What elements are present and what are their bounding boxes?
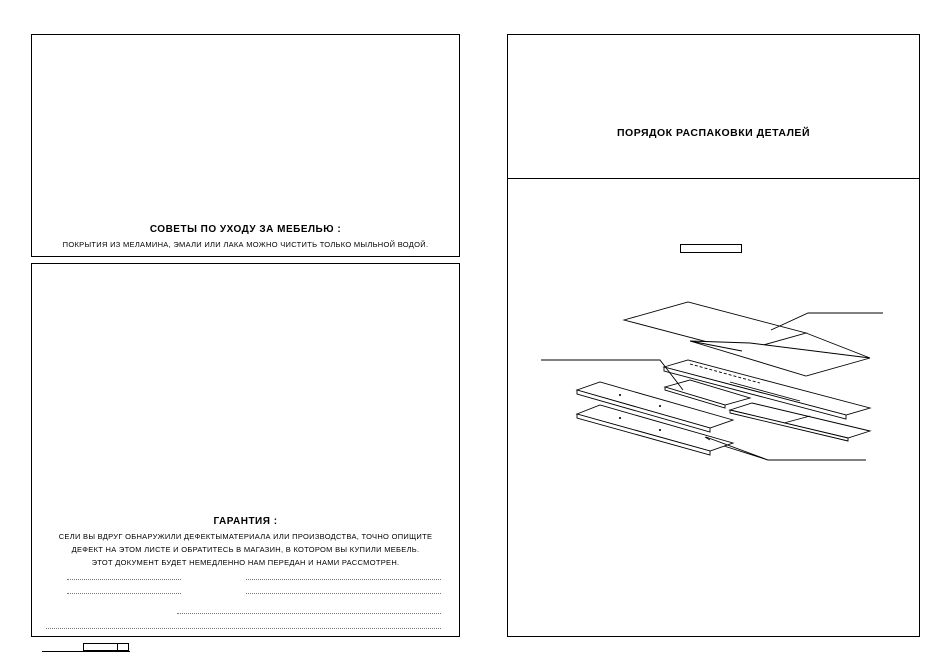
warranty-title: ГАРАНТИЯ : (213, 516, 278, 527)
care-text: ПОКРЫТИЯ ИЗ МЕЛАМИНА, ЭМАЛИ ИЛИ ЛАКА МОЖНО ЧИСТИТЬ ТОЛЬКО МЫЛЬНОЙ ВОДОЙ. (62, 240, 429, 249)
leader-top-panel (771, 313, 883, 330)
leader-shelves (706, 437, 866, 460)
warranty-line-2: ДЕФЕКТ НА ЭТОМ ЛИСТЕ И ОБРАТИТЕСЬ В МАГАЗИН, В КОТОРОМ ВЫ КУПИЛИ МЕБЕЛЬ. (71, 545, 420, 554)
warranty-line-3: ЭТОТ ДОКУМЕНТ БУДЕТ НЕМЕДЛЕННО НАМ ПЕРЕДАН И НАМИ РАССМОТРЕН. (91, 558, 400, 567)
care-title: СОВЕТЫ ПО УХОДУ ЗА МЕБЕЛЬЮ : (149, 224, 342, 235)
unpacking-title: ПОРЯДОК РАСПАКОВКИ ДЕТАЛЕЙ (617, 127, 810, 139)
warranty-line-1: СЕЛИ ВЫ ВДРУГ ОБНАРУЖИЛИ ДЕФЕКТЫМАТЕРИАЛА ИЛИ ПРОИЗВОДСТВА, ТОЧНО ОПИЩИТЕ (58, 532, 433, 541)
